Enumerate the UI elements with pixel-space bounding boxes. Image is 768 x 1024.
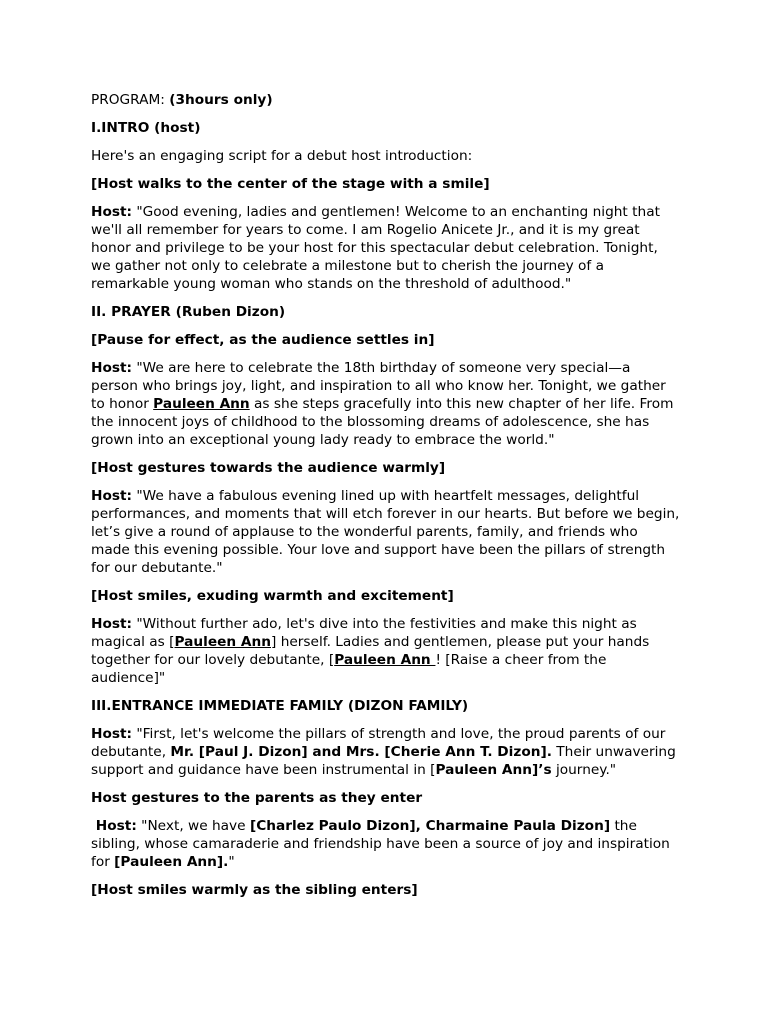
host-speech [91,204,680,294]
speech-text: "Good evening, ladies and gentlemen! Welcome to an enchanting night that we'll all remember for years to come. I am Rogelio Anicete Jr., and it is my great honor and privilege to be your host for this spectacular debut celebration. Tonight, we gather not only to celebrate a milestone but to cherish the journey of a remarkable young woman who stands on the threshold of adulthood." [91,204,660,292]
host-speech [91,818,680,872]
host-speech [91,616,680,688]
stage-direction: Host gestures to the parents as they enter [91,789,423,806]
host-speech [91,360,680,450]
speech-text: " [228,853,235,870]
stage-direction: [Host smiles warmly as the sibling enters] [91,881,418,898]
speech-text: ! [Raise a cheer from the audience]" [91,651,607,686]
speech-text: journey." [551,761,617,778]
section-heading-entrance: III.ENTRANCE IMMEDIATE FAMILY (DIZON FAMILY) [91,697,469,714]
parents-names: Mr. [Paul J. Dizon] and Mrs. [Cherie Ann T. Dizon]. [170,743,552,760]
host-label: Host: [91,204,133,221]
speech-text: ] herself. Ladies and gentlemen, please put your hands together for our lovely debutante, [ [91,633,650,668]
host-label: Host: [91,360,133,377]
debutante-name: Pauleen Ann]’s [435,761,552,778]
stage-direction: [Pause for effect, as the audience settles in] [91,332,435,349]
speech-text: "We are here to celebrate the 18th birthday of someone very special—a person who brings joy, light, and inspiration to all who know her. Tonight, we gather to honor [91,360,666,413]
section-heading-prayer: II. PRAYER (Ruben Dizon) [91,304,286,321]
program-duration: (3hours only) [169,92,273,108]
speech-text: "We have a fabulous evening lined up with heartfelt messages, delightful performances, and moments that will etch forever in our hearts. But before we begin, let’s give a round of applause to the wonderful parents, family, and friends who made this evening possible. Your love and support have been the pillars of strength for our debutante." [91,488,680,576]
host-speech [91,726,680,780]
stage-direction: [Host smiles, exuding warmth and excitement] [91,587,454,604]
debutante-name: Pauleen Ann [153,396,250,413]
stage-direction: [Host walks to the center of the stage with a smile] [91,176,490,193]
debutante-name: Pauleen Ann [334,651,436,668]
speech-text: as she steps gracefully into this new chapter of her life. From the innocent joys of childhood to the blossoming dreams of adolescence, she has grown into an exceptional young lady ready to embrace the world." [91,396,674,448]
host-label: Host: [91,725,133,742]
siblings-names: [Charlez Paulo Dizon], Charmaine Paula Dizon] [249,817,611,834]
program-line [91,92,680,110]
intro-line: Here's an engaging script for a debut host introduction: [91,148,473,165]
program-label: PROGRAM: [91,92,170,108]
section-heading-intro: I.INTRO (host) [91,120,201,137]
host-speech [91,488,680,578]
host-label: Host: [91,488,133,505]
host-label: Host: [91,615,133,632]
speech-text: "Next, we have [136,817,250,834]
speech-text: "Without further ado, let's dive into the festivities and make this night as magical as [ [91,615,637,650]
speech-text: Their unwavering support and guidance have been instrumental in [ [91,743,676,778]
stage-direction: [Host gestures towards the audience warmly] [91,460,446,476]
debutante-name: [Pauleen Ann]. [114,853,229,870]
speech-text: "First, let's welcome the pillars of strength and love, the proud parents of our debutante, [91,725,666,760]
debutante-name: Pauleen Ann [174,633,271,650]
speech-text: the sibling, whose camaraderie and friendship have been a source of joy and inspiration for [91,817,670,870]
host-label: Host: [91,817,137,834]
